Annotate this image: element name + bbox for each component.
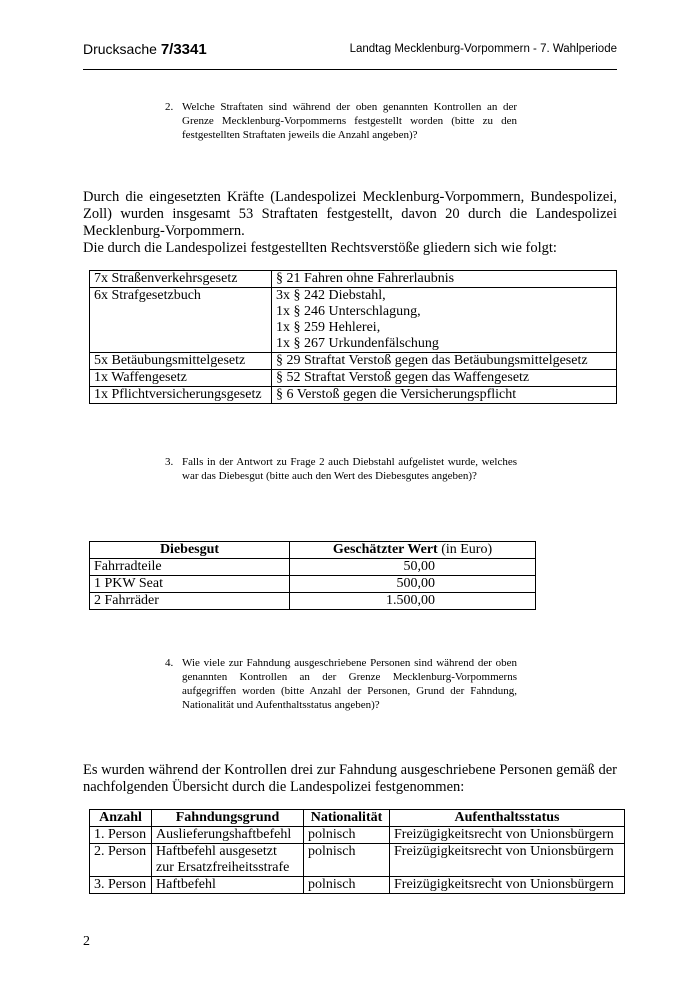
reason-line: Haftbefehl ausgesetzt xyxy=(156,844,277,859)
law-cell: 6x Strafgesetzbuch xyxy=(90,288,272,353)
header-cell: Aufenthaltsstatus xyxy=(390,810,625,827)
detail-line: 1x § 267 Urkundenfälschung xyxy=(276,336,439,351)
table-row xyxy=(90,387,617,404)
table-row xyxy=(90,353,617,370)
answer-paragraph: Die durch die Landespolizei festgestellten Rechtsverstöße gliedern sich wie folgt: xyxy=(83,240,557,256)
question-number: 3. xyxy=(165,456,174,468)
count-cell: 3. Person xyxy=(90,877,152,894)
header-cell: Nationalität xyxy=(304,810,390,827)
reason-cell xyxy=(152,877,304,894)
header-cell: Anzahl xyxy=(90,810,152,827)
item-cell: 2 Fahrräder xyxy=(90,593,290,610)
reason-line: Haftbefehl xyxy=(156,877,216,892)
page-number: 2 xyxy=(83,934,90,949)
reason-line: Auslieferungshaftbefehl xyxy=(156,827,292,842)
item-cell: Fahrradteile xyxy=(90,559,290,576)
table-row xyxy=(90,827,625,844)
details-cell xyxy=(272,288,617,353)
law-cell: 1x Waffengesetz xyxy=(90,370,272,387)
detail-line: § 6 Verstoß gegen die Versicherungspflicht xyxy=(276,387,517,402)
detail-line: 3x § 242 Diebstahl, xyxy=(276,288,386,303)
question-number: 4. xyxy=(165,657,174,669)
question-text: Welche Straftaten sind während der oben genannten Kontrollen an der Grenze Mecklenburg-Vorpommerns festgestellt worden (bitte zu den festgestellten Straftaten jeweils die Anzahl angeben)? xyxy=(182,101,517,141)
details-cell xyxy=(272,387,617,404)
detail-line: § 29 Straftat Verstoß gegen das Betäubungsmittelgesetz xyxy=(276,353,588,368)
table-row xyxy=(90,593,536,610)
answer-paragraph: Es wurden während der Kontrollen drei zur Fahndung ausgeschriebene Personen gemäß der nachfolgenden Übersicht durch die Landespolizei festgenommen: xyxy=(83,762,617,795)
offenses-table xyxy=(89,270,617,404)
header-cell xyxy=(290,542,536,559)
law-cell: 1x Pflichtversicherungsgesetz xyxy=(90,387,272,404)
table-row xyxy=(90,877,625,894)
status-cell: Freizügigkeitsrecht von Unionsbürgern xyxy=(390,844,625,877)
document-number: 7/3341 xyxy=(160,41,207,58)
table-header-row xyxy=(90,542,536,559)
detail-line: 1x § 259 Hehlerei, xyxy=(276,320,381,335)
details-cell xyxy=(272,271,617,288)
detail-line: § 21 Fahren ohne Fahrerlaubnis xyxy=(276,271,455,286)
header-value-label: Geschätzter Wert xyxy=(332,542,438,557)
header-cell: Diebesgut xyxy=(90,542,290,559)
table-row xyxy=(90,288,617,353)
table-row xyxy=(90,844,625,877)
details-cell xyxy=(272,370,617,387)
count-cell: 2. Person xyxy=(90,844,152,877)
value-cell: 50,00 xyxy=(290,559,536,576)
count-cell: 1. Person xyxy=(90,827,152,844)
wanted-persons-table xyxy=(89,809,625,894)
question-number: 2. xyxy=(165,101,174,113)
nationality-cell: polnisch xyxy=(304,844,390,877)
table-header-row xyxy=(90,810,625,827)
parliament-label: Landtag Mecklenburg-Vorpommern - 7. Wahlperiode xyxy=(349,43,617,55)
value-cell: 1.500,00 xyxy=(290,593,536,610)
law-cell: 7x Straßenverkehrsgesetz xyxy=(90,271,272,288)
reason-line: zur Ersatzfreiheitsstrafe xyxy=(156,860,290,875)
status-cell: Freizügigkeitsrecht von Unionsbürgern xyxy=(390,877,625,894)
header-cell: Fahndungsgrund xyxy=(152,810,304,827)
item-cell: 1 PKW Seat xyxy=(90,576,290,593)
header-divider xyxy=(83,69,617,70)
detail-line: § 52 Straftat Verstoß gegen das Waffengesetz xyxy=(276,370,530,385)
status-cell: Freizügigkeitsrecht von Unionsbürgern xyxy=(390,827,625,844)
nationality-cell: polnisch xyxy=(304,827,390,844)
table-row xyxy=(90,370,617,387)
table-row xyxy=(90,559,536,576)
question-text: Wie viele zur Fahndung ausgeschriebene Personen sind während der oben genannten Kontrollen an der Grenze Mecklenburg-Vorpommerns aufgegriffen worden (bitte Anzahl der Personen, Grund der Fahndung, Nationalität und Aufenthaltsstatus angeben)? xyxy=(182,657,517,711)
detail-line: 1x § 246 Unterschlagung, xyxy=(276,304,421,319)
reason-cell xyxy=(152,844,304,877)
value-cell: 500,00 xyxy=(290,576,536,593)
reason-cell xyxy=(152,827,304,844)
document-label-text: Drucksache xyxy=(83,41,157,57)
question-text: Falls in der Antwort zu Frage 2 auch Diebstahl aufgelistet wurde, welches war das Diebesgut (bitte auch den Wert des Diebesgutes angeben)? xyxy=(182,456,517,482)
details-cell xyxy=(272,353,617,370)
answer-paragraph: Durch die eingesetzten Kräfte (Landespolizei Mecklenburg-Vorpommern, Bundespolizei, Zoll) wurden insgesamt 53 Straftaten festgestellt, davon 20 durch die Landespolizei Mecklenburg-Vorpommern. xyxy=(83,189,617,239)
stolen-goods-table xyxy=(89,541,536,610)
law-cell: 5x Betäubungsmittelgesetz xyxy=(90,353,272,370)
header-value-unit: (in Euro) xyxy=(441,542,493,557)
table-row xyxy=(90,271,617,288)
nationality-cell: polnisch xyxy=(304,877,390,894)
page-header xyxy=(83,41,617,63)
document-label xyxy=(83,41,207,58)
table-row xyxy=(90,576,536,593)
